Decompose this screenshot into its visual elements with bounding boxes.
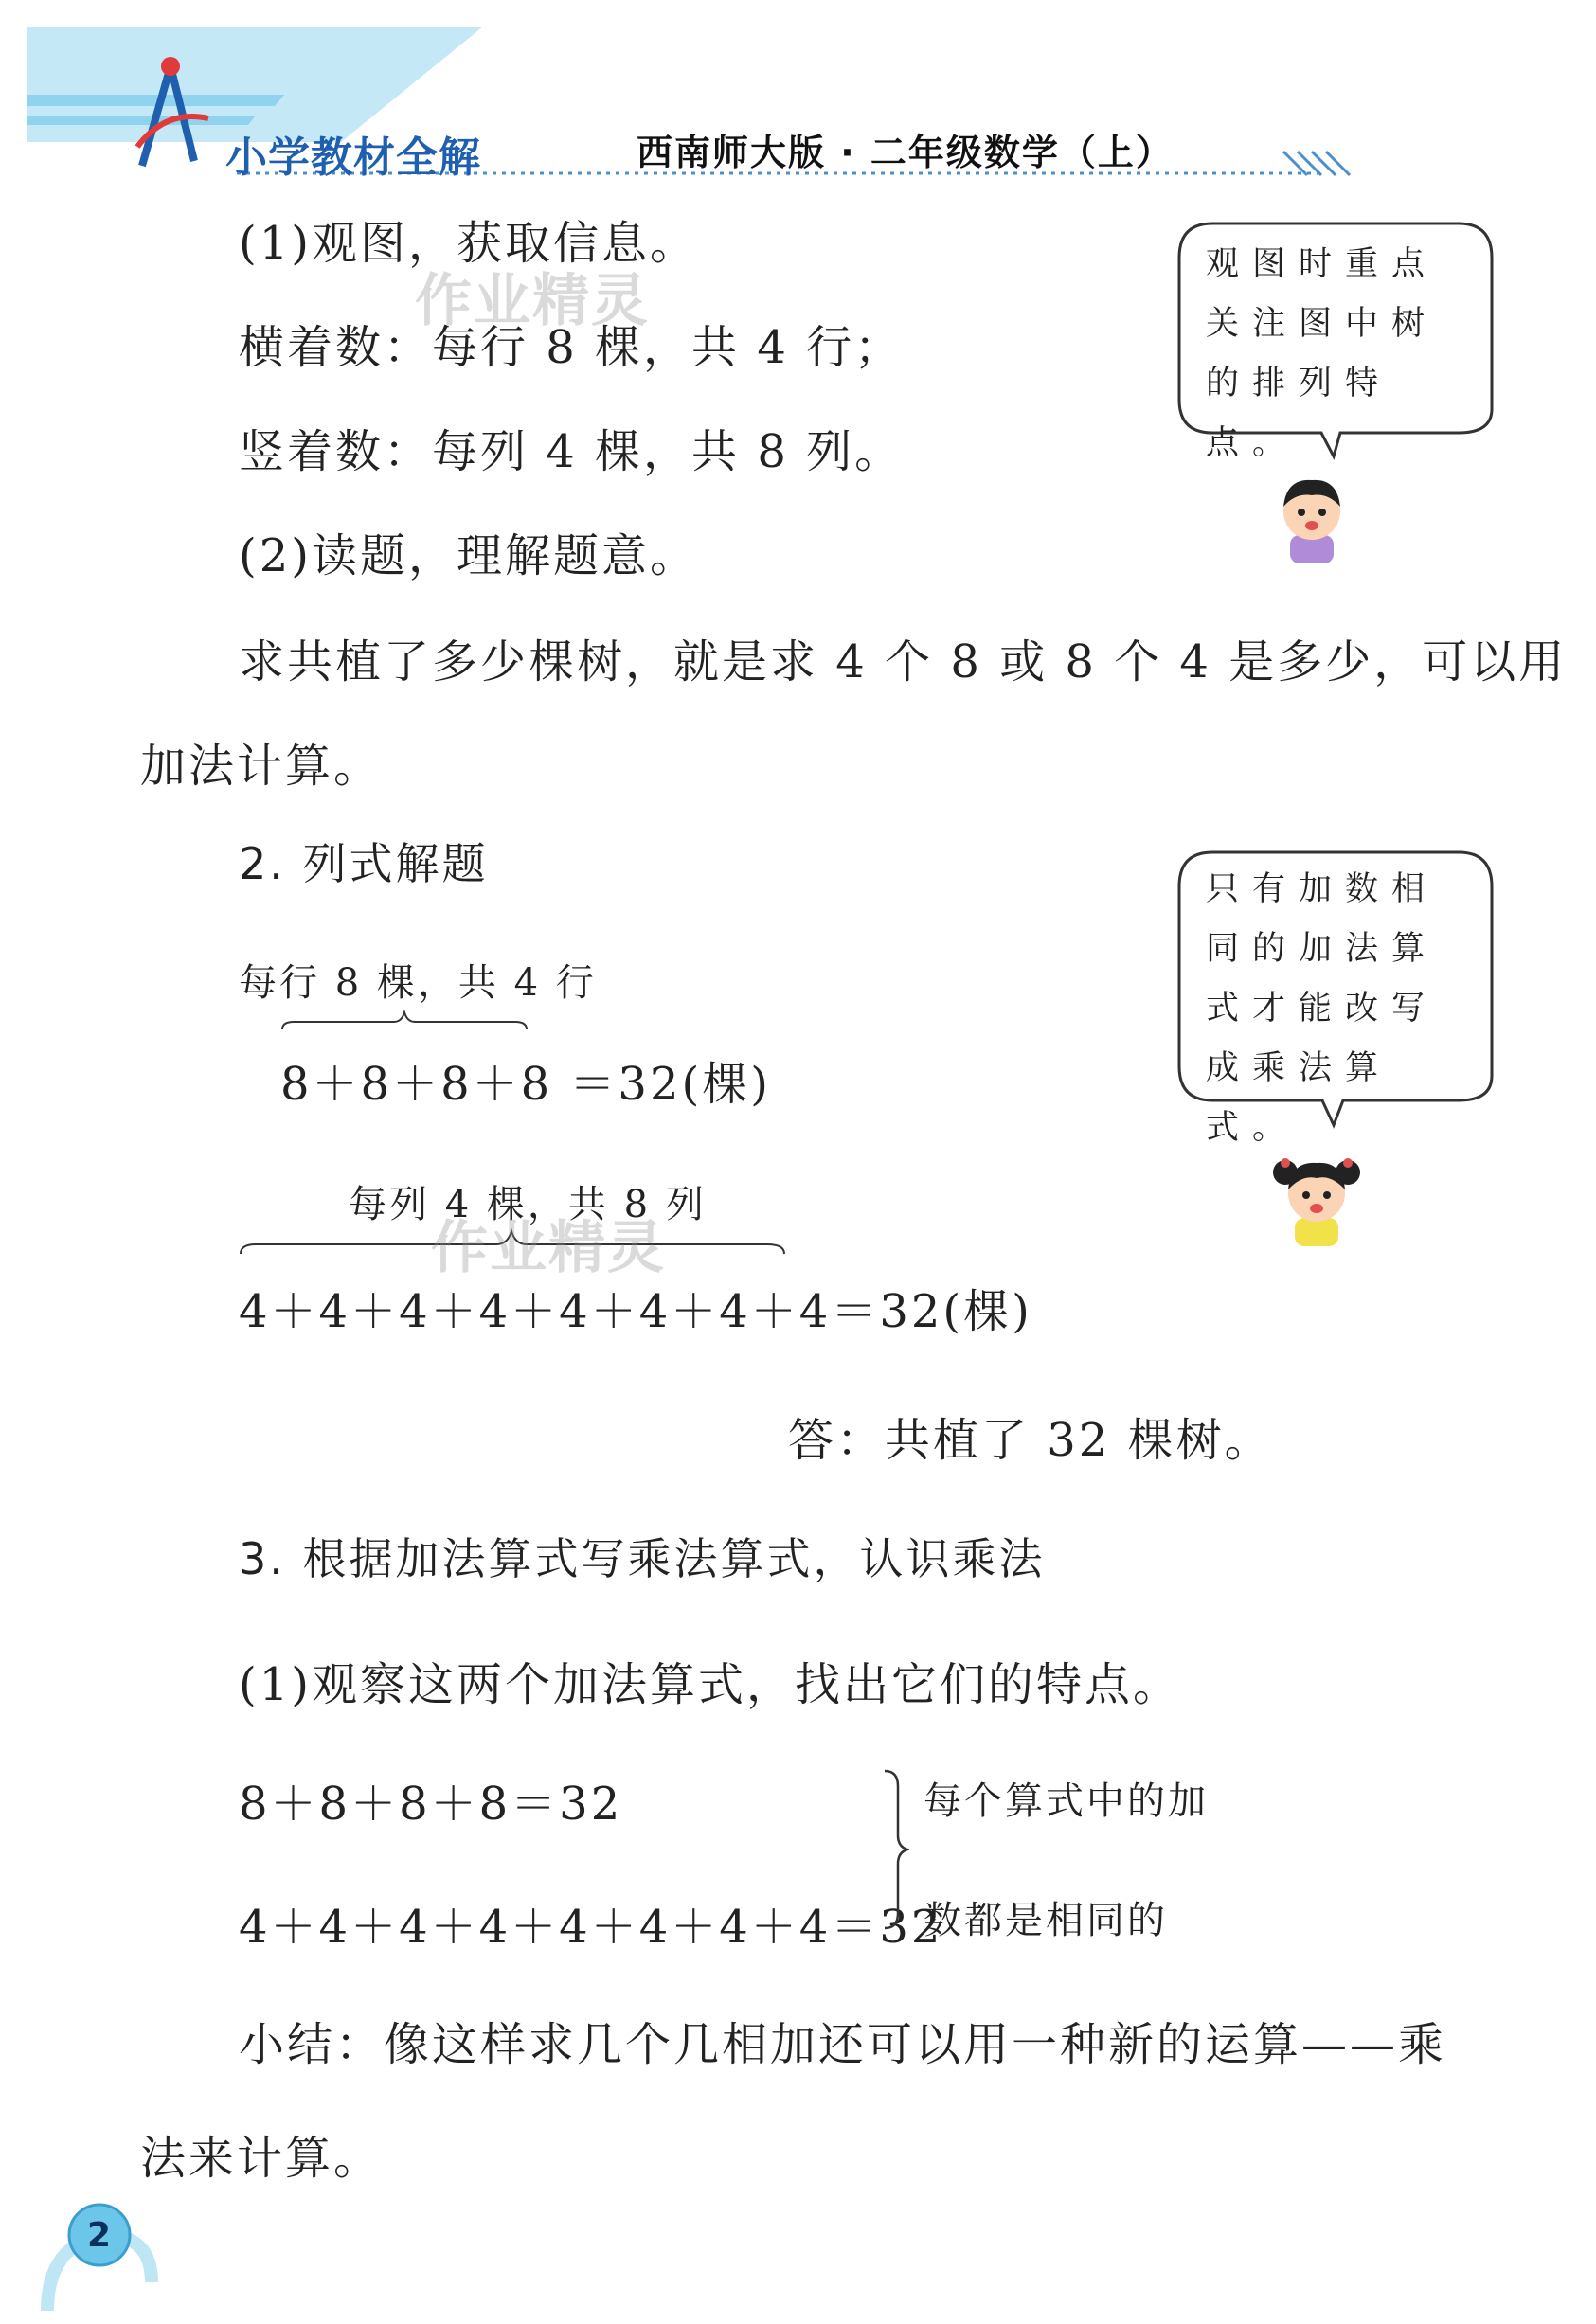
step-read: (2)读题，理解题意。 <box>239 529 698 582</box>
answer-line: 答：共植了 32 棵树。 <box>788 1414 1273 1467</box>
feature-note-line-2: 数都是相同的 <box>924 1899 1168 1942</box>
line-vertical-count: 竖着数：每列 4 棵，共 8 列。 <box>239 425 904 478</box>
girl-avatar <box>1264 1144 1369 1248</box>
boy-avatar <box>1269 469 1354 563</box>
summary-line-1: 小结：像这样求几个几相加还可以用一种新的运算——乘 <box>239 2018 1447 2071</box>
bubble-rule-text: 只有加数相同的加法算式才能改写成乘法算式。 <box>1206 870 1439 1147</box>
line-horizontal-count: 横着数：每行 8 棵，共 4 行； <box>239 321 904 374</box>
paragraph-line-1: 求共植了多少棵树，就是求 4 个 8 或 8 个 4 是多少，可以用 <box>239 635 1568 688</box>
bubble-tip-text: 观图时重点关注图中树的排列特点。 <box>1206 245 1439 462</box>
step-observe: (1)观图，获取信息。 <box>239 217 698 270</box>
section-heading-solve: 2. 列式解题 <box>239 838 489 889</box>
paragraph-line-2: 加法计算。 <box>140 740 383 793</box>
equation-fours: 4＋4＋4＋4＋4＋4＋4＋4＝32 <box>239 1901 943 1954</box>
step-observe-equations: (1)观察这两个加法算式，找出它们的特点。 <box>239 1658 1181 1711</box>
watermark: 作业精灵 <box>431 1215 666 1281</box>
equation-rows: 8＋8＋8＋8 ＝32(棵) <box>280 1058 771 1111</box>
section-heading-multiplication: 3. 根据加法算式写乘法算式，认识乘法 <box>239 1533 1046 1584</box>
right-brace <box>881 1769 909 1930</box>
watermark: 作业精灵 <box>415 268 650 334</box>
brace-label-rows: 每行 8 棵，共 4 行 <box>239 961 597 1005</box>
summary-line-2: 法来计算。 <box>140 2132 383 2185</box>
compass-icon <box>128 52 213 175</box>
feature-note-line-1: 每个算式中的加 <box>924 1779 1209 1823</box>
brace-label-columns: 每列 4 棵，共 8 列 <box>349 1183 707 1226</box>
equation-eights: 8＋8＋8＋8＝32 <box>239 1778 623 1831</box>
page-number: 2 <box>87 2216 112 2255</box>
brand-title: 小学教材全解 <box>225 134 481 182</box>
equation-columns: 4＋4＋4＋4＋4＋4＋4＋4＝32(棵) <box>239 1285 1032 1338</box>
brace-rows <box>280 1009 529 1031</box>
book-subtitle: 西南师大版 · 二年级数学（上） <box>637 132 1174 173</box>
